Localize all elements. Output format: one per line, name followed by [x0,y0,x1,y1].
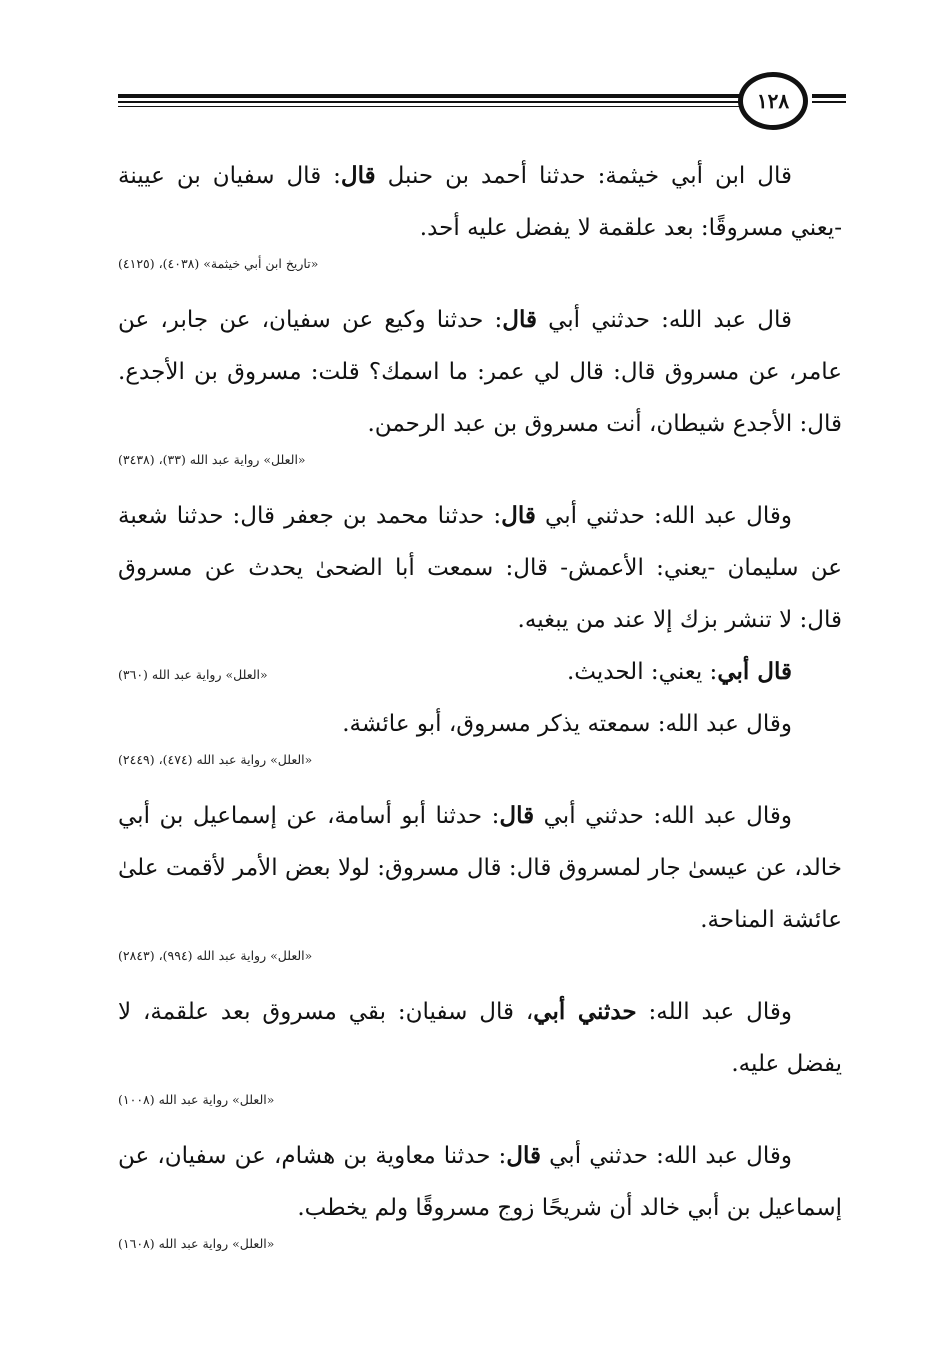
text-segment: : حدثنا معاوية بن هشام، عن سفيان، عن إسماعيل بن أبي خالد أن شريحًا زوج مسروقًا ولم يخطب. [118,1143,842,1221]
text-segment: : يعني: الحديث. [566,659,718,685]
entry [118,790,842,966]
hadith-paragraph [118,1130,842,1234]
source-citation: «العلل» رواية عبد الله (٣٣)، (٣٤٣٨) [118,452,306,467]
text-segment: : حدثنا محمد بن جعفر قال: حدثنا شعبة عن سليمان -يعني: الأعمش- قال: سمعت أبا الضحىٰ يحدث عن مسروق قال: لا تنشر بزك إلا عند من يبغيه. [118,503,842,633]
text-segment: وقال عبد الله: [636,999,792,1025]
entry [118,294,842,470]
page-number-badge [738,72,808,130]
entry [118,150,842,274]
hadith-paragraph [118,490,842,646]
source-citation: «العلل» رواية عبد الله (١٦٠٨) [118,1236,275,1251]
text-segment: قال ابن أبي خيثمة: حدثنا أحمد بن حنبل [375,163,792,189]
header-rule-stub [812,101,846,103]
text-segment: وقال عبد الله: حدثني أبي [534,803,792,829]
hadith-paragraph [118,150,842,254]
source-citation: «تاريخ ابن أبي خيثمة» (٤٠٣٨)، (٤١٢٥) [118,256,319,271]
source-citation: «العلل» رواية عبد الله (١٠٠٨) [118,1092,275,1107]
header-rule-stub [812,94,846,98]
keyword-bold: قال أبي [717,658,792,685]
entry [118,986,842,1110]
page-header [118,70,846,136]
keyword-bold: قال [499,802,535,829]
page-number: ١٢٨ [756,89,790,113]
text-segment: وقال عبد الله: حدثني أبي [541,1143,792,1169]
hadith-paragraph [118,790,842,946]
text-segment: ، قال سفيان: بقي مسروق بعد علقمة، لا يفضل عليه. [118,999,842,1077]
entry [118,1130,842,1254]
hadith-paragraph [118,698,842,750]
text-segment: وقال عبد الله: سمعته يذكر مسروق، أبو عائشة. [342,711,792,737]
header-rule [118,106,740,107]
text-segment: : حدثنا وكيع عن سفيان، عن جابر، عن عامر، عن مسروق قال: قال لي عمر: ما اسمك؟ قلت: مسروق بن الأجدع. قال: الأجدع شيطان، أنت مسروق بن عبد الرحمن. [118,307,842,437]
text-segment: وقال عبد الله: حدثني أبي [535,503,792,529]
source-citation: «العلل» رواية عبد الله (٣٦٠) [118,667,268,682]
keyword-bold: قال [506,1142,542,1169]
hadith-paragraph [118,986,842,1090]
hadith-paragraph [567,646,842,698]
text-segment: : حدثنا أبو أسامة، عن إسماعيل بن أبي خالد، عن عيسىٰ جار لمسروق قال: قال مسروق: لولا بعض الأمر لأقمت علىٰ عائشة المناحة. [118,803,842,933]
header-rule [118,94,740,98]
keyword-bold: حدثني أبي [533,998,637,1025]
text-segment: : قال سفيان بن عيينة -يعني مسروقًا: بعد علقمة لا يفضل عليه أحد. [118,163,842,241]
source-citation: «العلل» رواية عبد الله (٤٧٤)، (٢٤٤٩) [118,752,313,767]
inline-citation-row [118,646,842,698]
keyword-bold: قال [340,162,376,189]
page-content [118,150,842,1274]
entry [118,490,842,770]
header-rule [118,101,740,103]
source-citation: «العلل» رواية عبد الله (٩٩٤)، (٢٨٤٣) [118,948,313,963]
hadith-paragraph [118,294,842,450]
keyword-bold: قال [501,502,536,529]
text-segment: قال عبد الله: حدثني أبي [536,307,792,333]
keyword-bold: قال [502,306,537,333]
